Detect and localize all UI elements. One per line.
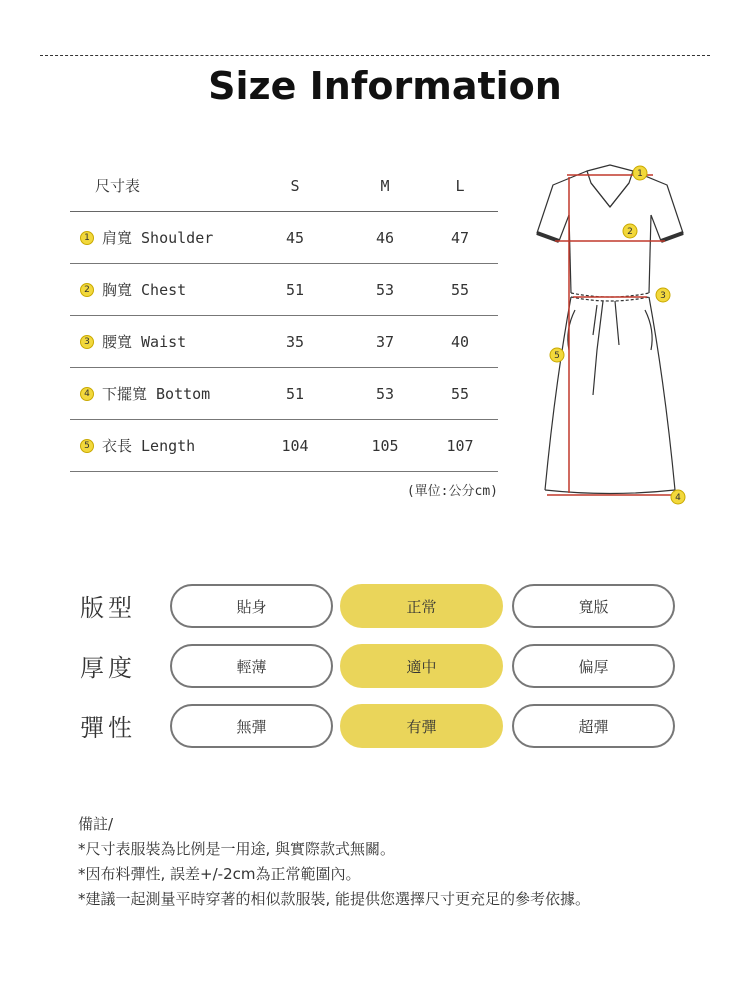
page-title: Size Information — [208, 64, 562, 108]
unit-note: (單位:公分cm) — [406, 484, 498, 499]
row-label: 肩寬 Shoulder — [102, 229, 214, 247]
number-badge: 3 — [80, 335, 94, 349]
value-m: 53 — [375, 384, 395, 403]
option-pill-selected[interactable]: 有彈 — [340, 704, 503, 748]
option-pill[interactable]: 無彈 — [170, 704, 333, 748]
marker-1-label: 1 — [637, 169, 643, 179]
note-line: *尺寸表服裝為比例是一用途, 與實際款式無關。 — [78, 840, 396, 858]
value-l: 107 — [446, 436, 474, 455]
value-s: 104 — [281, 436, 309, 455]
option-pill[interactable]: 超彈 — [512, 704, 675, 748]
table-row — [70, 420, 498, 472]
note-line: *建議一起測量平時穿著的相似款服裝, 能提供您選擇尺寸更充足的參考依據。 — [78, 890, 591, 908]
value-l: 40 — [450, 332, 470, 351]
attr-label: 版型 — [80, 594, 136, 622]
notes-section — [78, 812, 590, 912]
number-badge: 2 — [80, 283, 94, 297]
value-l: 55 — [450, 280, 470, 299]
marker-2-label: 2 — [627, 227, 633, 237]
value-m: 105 — [371, 436, 399, 455]
table-row — [70, 316, 498, 368]
number-badge: 5 — [80, 439, 94, 453]
marker-4-label: 4 — [675, 493, 681, 503]
notes-heading: 備註/ — [78, 815, 114, 833]
value-m: 46 — [375, 228, 395, 247]
option-pill-selected[interactable]: 正常 — [340, 584, 503, 628]
table-row — [70, 264, 498, 316]
size-table — [70, 160, 498, 472]
value-l: 55 — [450, 384, 470, 403]
marker-5-label: 5 — [554, 351, 560, 361]
option-pill-selected[interactable]: 適中 — [340, 644, 503, 688]
elasticity-selector — [80, 704, 680, 750]
value-s: 35 — [285, 332, 305, 351]
table-row — [70, 212, 498, 264]
thickness-selector — [80, 644, 680, 690]
fit-selector — [80, 584, 680, 630]
number-badge: 1 — [80, 231, 94, 245]
row-label: 衣長 Length — [102, 437, 196, 455]
option-pill[interactable]: 輕薄 — [170, 644, 333, 688]
row-label: 腰寬 Waist — [102, 333, 187, 351]
header-m: M — [380, 176, 390, 195]
value-m: 37 — [375, 332, 395, 351]
note-line: *因布料彈性, 誤差+/-2cm為正常範圍內。 — [78, 865, 361, 883]
table-header — [70, 160, 498, 212]
dress-measurement-diagram — [525, 155, 695, 510]
marker-3-label: 3 — [660, 291, 666, 301]
value-s: 51 — [285, 384, 305, 403]
attr-label: 彈性 — [80, 714, 136, 742]
dashed-divider — [40, 55, 710, 56]
number-badge: 4 — [80, 387, 94, 401]
value-s: 51 — [285, 280, 305, 299]
header-s: S — [290, 176, 300, 195]
table-row — [70, 368, 498, 420]
option-pill[interactable]: 貼身 — [170, 584, 333, 628]
row-label: 胸寬 Chest — [102, 281, 187, 299]
value-m: 53 — [375, 280, 395, 299]
option-pill[interactable]: 寬版 — [512, 584, 675, 628]
row-label: 下擺寬 Bottom — [102, 385, 211, 403]
header-label: 尺寸表 — [95, 177, 141, 195]
option-pill[interactable]: 偏厚 — [512, 644, 675, 688]
value-s: 45 — [285, 228, 305, 247]
attr-label: 厚度 — [80, 654, 136, 682]
header-l: L — [455, 176, 465, 195]
value-l: 47 — [450, 228, 470, 247]
